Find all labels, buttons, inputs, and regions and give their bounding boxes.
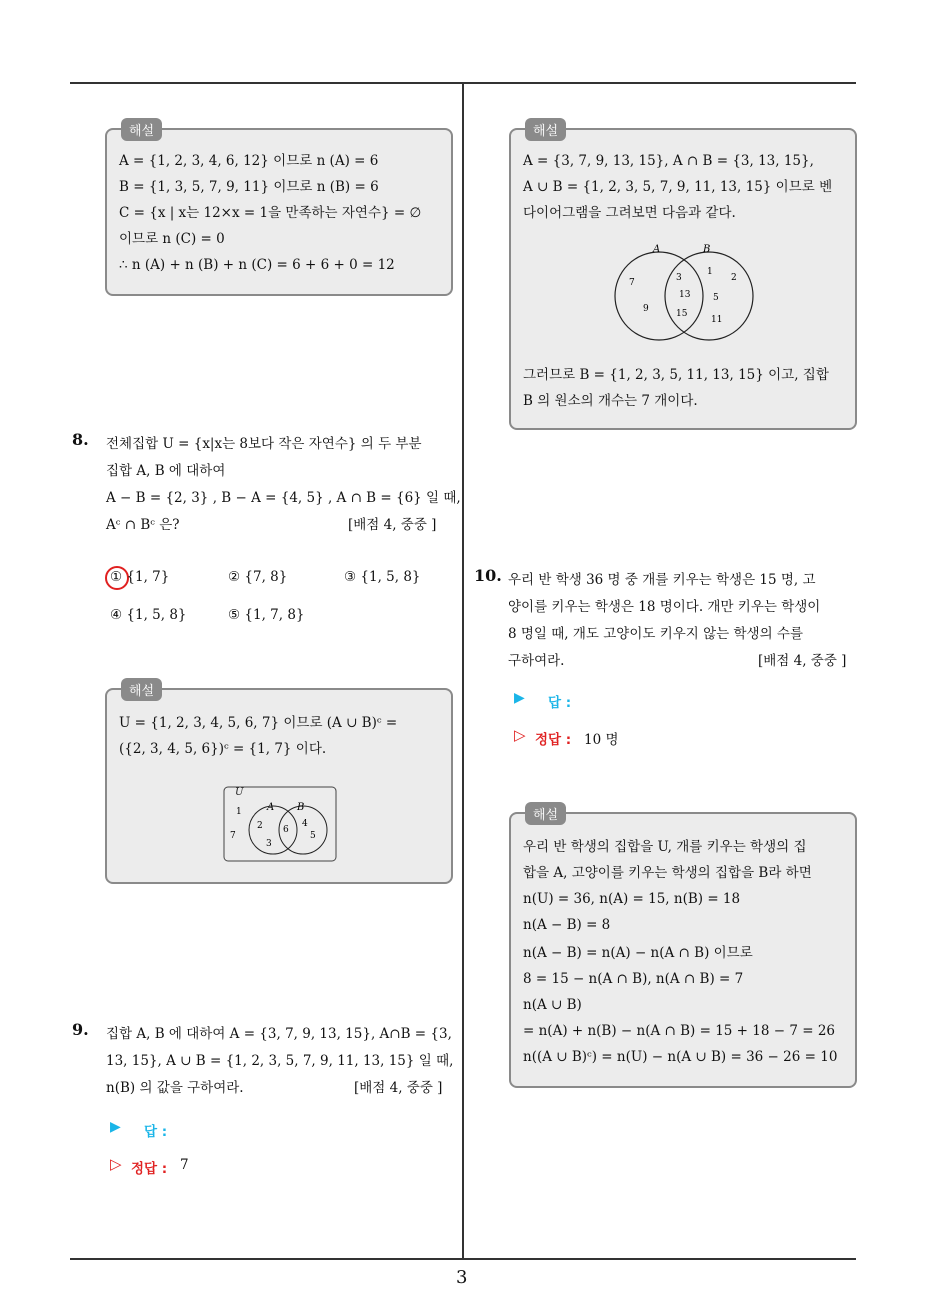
- answer-arrow-icon: ▶: [110, 1119, 121, 1135]
- venn-label: U: [235, 787, 244, 798]
- question-number: 9.: [72, 1020, 89, 1039]
- correct-arrow-icon: ▷: [110, 1155, 122, 1173]
- venn-diagram-q9: [611, 242, 761, 342]
- question-text: 전체집합 U = {x|x는 8보다 작은 자연수} 의 두 부분: [106, 436, 422, 452]
- solution-line: n(A − B) = n(A) − n(A ∩ B) 이므로: [523, 945, 753, 961]
- question-text: 집합 A, B 에 대하여: [106, 463, 226, 479]
- answer-label: 답 :: [144, 1124, 168, 1140]
- solution-line: ({2, 3, 4, 5, 6})ᶜ = {1, 7} 이다.: [119, 741, 327, 757]
- bottom-rule: [70, 1258, 856, 1260]
- correct-label: 정답 :: [535, 732, 572, 748]
- solution-line: A = {1, 2, 3, 4, 6, 12} 이므로 n (A) = 6: [119, 153, 379, 169]
- question-text: 양이를 키우는 학생은 18 명이다. 개만 키우는 학생이: [508, 599, 821, 615]
- venn-label: A: [267, 802, 275, 813]
- solution-line: 우리 반 학생의 집합을 U, 개를 키우는 학생의 집: [523, 839, 807, 855]
- venn-element: 2: [257, 821, 263, 831]
- solution-tag: 해설: [525, 802, 566, 825]
- solution-tag: 해설: [525, 118, 566, 141]
- venn-element: 1: [236, 807, 242, 817]
- correct-arrow-icon: ▷: [514, 726, 526, 744]
- question-text: 13, 15}, A ∪ B = {1, 2, 3, 5, 7, 9, 11, 13, 15} 일 때,: [106, 1053, 454, 1069]
- solution-line: n(A ∪ B): [523, 997, 582, 1013]
- venn-label: B: [703, 244, 711, 255]
- solution-line: n(A − B) = 8: [523, 917, 611, 933]
- solution-tag: 해설: [121, 678, 162, 701]
- venn-element: 11: [711, 315, 723, 325]
- question-number: 10.: [474, 566, 502, 585]
- solution-box-q9: [509, 124, 857, 430]
- question-text: 8 명일 때, 개도 고양이도 키우지 않는 학생의 수를: [508, 626, 803, 642]
- answer-label: 답 :: [548, 695, 572, 711]
- question-number: 8.: [72, 430, 89, 449]
- venn-label: A: [653, 244, 661, 255]
- solution-line: = n(A) + n(B) − n(A ∩ B) = 15 + 18 − 7 = 26: [523, 1023, 836, 1039]
- venn-element: 7: [629, 278, 635, 288]
- venn-element: 9: [643, 304, 649, 314]
- solution-line: 다이어그램을 그려보면 다음과 같다.: [523, 205, 736, 221]
- venn-diagram-q8: [223, 786, 339, 864]
- venn-element: 5: [310, 831, 316, 841]
- venn-element: 7: [230, 831, 236, 841]
- solution-box-q10: [509, 808, 857, 1088]
- solution-line: 그러므로 B = {1, 2, 3, 5, 11, 13, 15} 이고, 집합: [523, 367, 829, 383]
- solution-box-q7: [105, 124, 453, 296]
- solution-box-q8: [105, 684, 453, 884]
- solution-line: B 의 원소의 개수는 7 개이다.: [523, 393, 698, 409]
- solution-line: A ∪ B = {1, 2, 3, 5, 7, 9, 11, 13, 15} 이므로 벤: [523, 179, 833, 195]
- page-number: 3: [456, 1267, 468, 1288]
- solution-line: n((A ∪ B)ᶜ) = n(U) − n(A ∪ B) = 36 − 26 = 10: [523, 1049, 838, 1065]
- venn-element: 3: [676, 273, 682, 283]
- question-text: 구하여라.: [508, 653, 565, 669]
- question-text: Aᶜ ∩ Bᶜ 은?: [106, 517, 180, 533]
- venn-element: 2: [731, 273, 737, 283]
- column-divider: [462, 84, 464, 1258]
- answer-arrow-icon: ▶: [514, 690, 525, 706]
- question-text: n(B) 의 값을 구하여라.: [106, 1080, 244, 1096]
- venn-element: 6: [283, 825, 289, 835]
- choice-1[interactable]: ① {1, 7}: [110, 569, 170, 585]
- venn-element: 13: [679, 290, 691, 300]
- choice-4[interactable]: ④ {1, 5, 8}: [110, 607, 187, 623]
- solution-line: B = {1, 3, 5, 7, 9, 11} 이므로 n (B) = 6: [119, 179, 379, 195]
- solution-line: 8 = 15 − n(A ∩ B), n(A ∩ B) = 7: [523, 971, 744, 987]
- question-text: A − B = {2, 3} , B − A = {4, 5} , A ∩ B = {6} 일 때,: [106, 490, 461, 506]
- correct-label: 정답 :: [131, 1161, 168, 1177]
- venn-element: 3: [266, 839, 272, 849]
- solution-line: A = {3, 7, 9, 13, 15}, A ∩ B = {3, 13, 15},: [523, 153, 814, 169]
- solution-line: C = {x | x는 12×x = 1을 만족하는 자연수} = ∅: [119, 205, 422, 221]
- solution-line: U = {1, 2, 3, 4, 5, 6, 7} 이므로 (A ∪ B)ᶜ =: [119, 715, 398, 731]
- solution-line: 합을 A, 고양이를 키우는 학생의 집합을 B라 하면: [523, 865, 812, 881]
- solution-line: n(U) = 36, n(A) = 15, n(B) = 18: [523, 891, 741, 907]
- venn-element: 1: [707, 267, 713, 277]
- venn-label: B: [297, 802, 305, 813]
- venn-element: 5: [713, 293, 719, 303]
- solution-line: ∴ n (A) + n (B) + n (C) = 6 + 6 + 0 = 12: [119, 257, 395, 273]
- question-text: 집합 A, B 에 대하여 A = {3, 7, 9, 13, 15}, A∩B = {3,: [106, 1026, 452, 1042]
- choice-5[interactable]: ⑤ {1, 7, 8}: [228, 607, 305, 623]
- question-meta: [배점 4, 중중 ]: [758, 653, 847, 669]
- solution-line: 이므로 n (C) = 0: [119, 231, 225, 247]
- correct-value: 7: [180, 1157, 189, 1173]
- question-meta: [배점 4, 중중 ]: [348, 517, 437, 533]
- correct-value: 10 명: [584, 732, 619, 748]
- venn-element: 4: [302, 819, 308, 829]
- solution-tag: 해설: [121, 118, 162, 141]
- venn-element: 15: [676, 309, 688, 319]
- question-meta: [배점 4, 중중 ]: [354, 1080, 443, 1096]
- choice-2[interactable]: ② {7, 8}: [228, 569, 288, 585]
- choice-3[interactable]: ③ {1, 5, 8}: [344, 569, 421, 585]
- question-text: 우리 반 학생 36 명 중 개를 키우는 학생은 15 명, 고: [508, 572, 816, 588]
